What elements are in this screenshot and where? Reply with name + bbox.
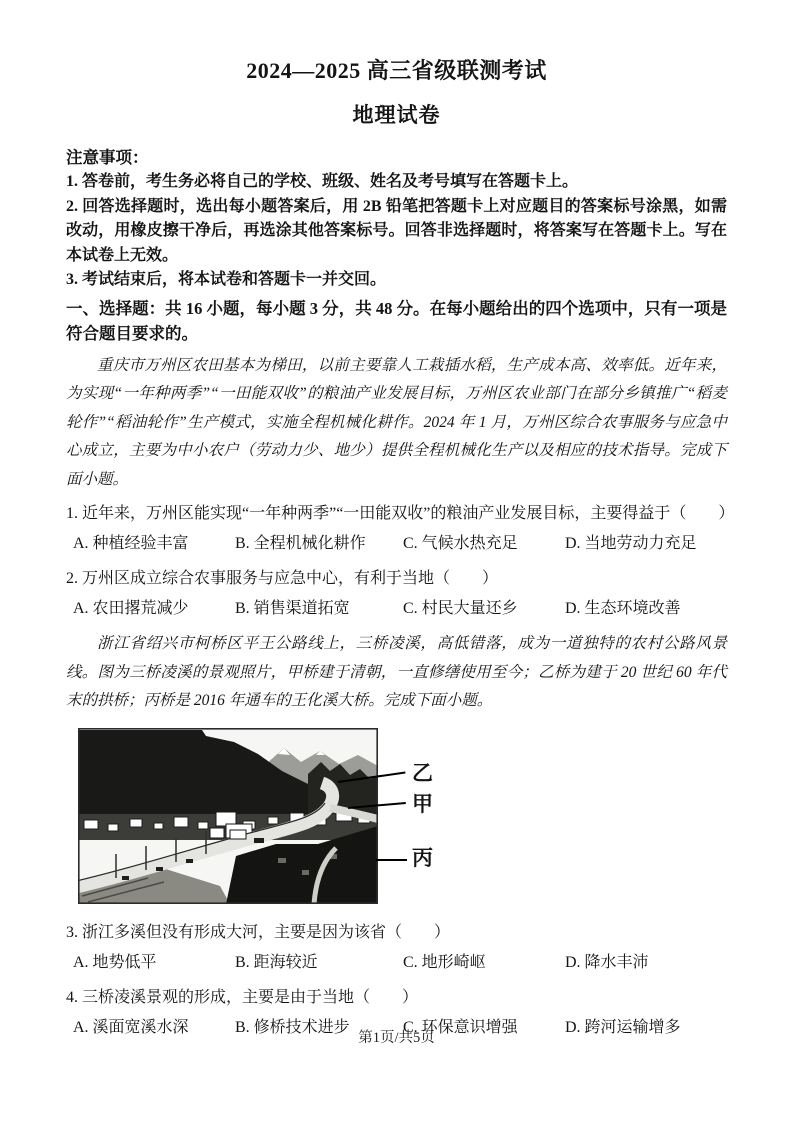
option-c: C. 环保意识增强 <box>403 1018 518 1036</box>
notice-item: 1. 答卷前，考生务必将自己的学校、班级、姓名及考号填写在答题卡上。 <box>66 173 579 190</box>
exam-title: 2024—2025 高三省级联测考试 <box>246 58 547 83</box>
options-row <box>66 594 727 624</box>
option-d: D. 降水丰沛 <box>565 953 649 971</box>
figure-label-bing: 丙 <box>412 845 433 870</box>
option-d: D. 当地劳动力充足 <box>565 535 697 552</box>
option-a: A. 农田撂荒减少 <box>73 600 189 617</box>
notice-heading: 注意事项： <box>66 148 149 167</box>
question-stem: 4. 三桥凌溪景观的形成，主要是由于当地（ ） <box>66 988 419 1006</box>
option-b: B. 全程机械化耕作 <box>235 535 366 552</box>
figure-label-yi: 乙 <box>412 760 433 785</box>
bridge-photo-figure <box>78 728 538 908</box>
option-d: D. 跨河运输增多 <box>565 1018 681 1036</box>
exam-subtitle: 地理试卷 <box>352 103 441 127</box>
section-heading: 一、选择题：共 16 小题，每小题 3 分，共 48 分。在每小题给出的四个选项中，只有一项是符合题目要求的。 <box>66 298 727 343</box>
options-row <box>66 529 727 559</box>
option-b: B. 距海较近 <box>235 953 318 971</box>
option-a: A. 地势低平 <box>73 953 157 971</box>
leader-line-bing <box>376 859 407 861</box>
question-1 <box>66 499 735 559</box>
notice-section <box>66 145 727 293</box>
question-3 <box>66 918 727 978</box>
question-stem: 1. 近年来，万州区能实现“一年种两季”“一田能双收”的粮油产业发展目标，主要得益于（ ） <box>66 505 735 522</box>
question-stem: 3. 浙江多溪但没有形成大河，主要是因为该省（ ） <box>66 923 451 941</box>
option-c: C. 地形崎岖 <box>403 953 486 971</box>
option-c: C. 气候水热充足 <box>403 535 518 552</box>
notice-item: 2. 回答选择题时，选出每小题答案后，用 2B 铅笔把答题卡上对应题目的答案标号涂黑，如需改动，用橡皮擦干净后，再选涂其他答案标号。回答非选择题时，将答案写在答题卡上。写在本试卷上无效。 <box>66 197 727 264</box>
notice-item: 3. 考试结束后，将本试卷和答题卡一并交回。 <box>66 271 387 288</box>
figure-label-jia: 甲 <box>412 791 433 816</box>
page-footer: 第1页/共5页 <box>358 1030 435 1046</box>
question-stem: 2. 万州区成立综合农事服务与应急中心，有利于当地（ ） <box>66 570 499 587</box>
option-d: D. 生态环境改善 <box>565 600 681 617</box>
question-2 <box>66 564 727 624</box>
option-b: B. 修桥技术进步 <box>235 1018 350 1036</box>
options-row <box>66 948 727 978</box>
bridge-landscape-photo <box>78 728 378 904</box>
passage-wanzhou: 重庆市万州区农田基本为梯田，以前主要靠人工栽插水稻，生产成本高、效率低。近年来，为实现“一年种两季”“一田能双收”的粮油产业发展目标，万州区农业部门在部分乡镇推广“稻麦轮作”“稻油轮作”生产模式，实施全程机械化耕作。2024 年 1 月，万州区综合农事服务与应急中心成立，主要为中小农户（劳动力少、地少）提供全程机械化生产以及相应的技术指导。完成下面小题。 <box>66 356 727 488</box>
option-a: A. 溪面宽溪水深 <box>73 1018 189 1036</box>
option-c: C. 村民大量还乡 <box>403 600 518 617</box>
passage-keqiao-bridges: 浙江省绍兴市柯桥区平王公路线上，三桥凌溪，高低错落，成为一道独特的农村公路风景线。图为三桥凌溪的景观照片，甲桥建于清朝，一直修缮使用至今；乙桥为建于 20 世纪 60 年代末的拱桥；丙桥是 2016 年通车的王化溪大桥。完成下面小题。 <box>66 635 727 709</box>
option-b: B. 销售渠道拓宽 <box>235 600 350 617</box>
option-a: A. 种植经验丰富 <box>73 535 189 552</box>
